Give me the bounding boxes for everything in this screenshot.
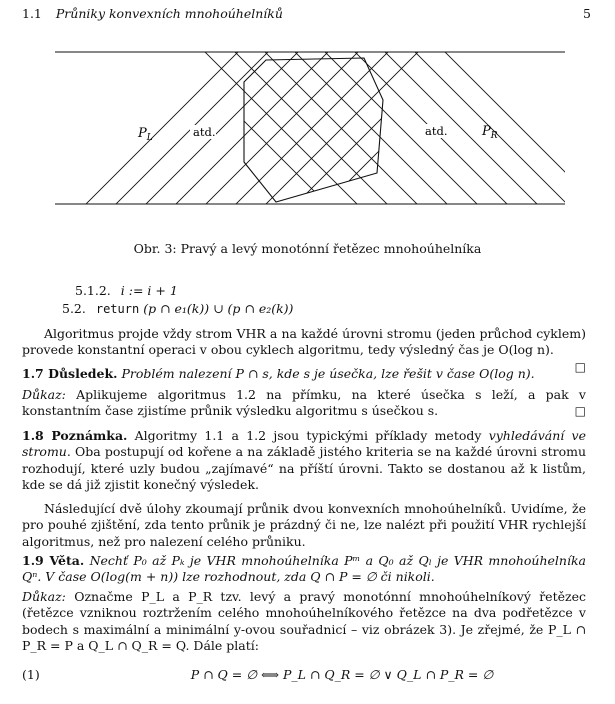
return-keyword: return: [95, 302, 140, 316]
qed-symbol: □: [574, 359, 586, 374]
right-chain-hatching: [153, 0, 615, 237]
algorithm-step-5-1-2: [75, 283, 178, 298]
theorem-statement: Nechť P₀ až Pₖ je VHR mnohoúhelníka Pᵐ a Q₀ až Qₗ je VHR mnohoúhelníka Qⁿ. V čase O(log(m + n)) lze rozhodnout, zda Q ∩ P = ∅ či nikoli.: [22, 553, 587, 585]
remark-heading: 1.8 Poznámka.: [22, 428, 128, 443]
corollary-heading: 1.7 Důsledek.: [22, 366, 118, 381]
qed-symbol: □: [574, 404, 586, 419]
paragraph-complexity: Algoritmus projde vždy strom VHR a na každé úrovni stromu (jeden průchod cyklem) provede konstantní operaci v obou cyklech algoritmu, tedy výsledný čas je O(log n). □: [22, 326, 586, 374]
equation-number: (1): [22, 667, 40, 682]
paragraph-tasks: Následující dvě úlohy zkoumají průnik dvou konvexních mnohoúhelníků. Uvidíme, že pro pouhé zjištění, zda tento průnik je prázdný či ne, lze nalézt při použití VHR rychlejší algoritmus, než pro nalezení celého průniku.: [22, 501, 586, 549]
remark-1-8: 1.8 Poznámka. Algoritmy 1.1 a 1.2 jsou typickými příklady metody vyhledávání ve stromu. Oba postupují od kořene a na základě jistého kriteria se na každé úrovni stromu rozhodují, které uzly budou „zajímavé“ na příští úrovni. Takto se dostanou až k listům, kde se dá již zjistit konečný výsledek.: [22, 428, 586, 493]
corollary-statement: Problém nalezení P ∩ s, kde s je úsečka, lze řešit v čase O(log n).: [121, 366, 535, 381]
proof-label: Důkaz:: [22, 387, 66, 402]
atd-right-label: atd.: [425, 124, 448, 138]
section-title: Průniky konvexních mnohoúhelníků: [55, 6, 283, 21]
step-text: (p ∩ e₁(k)) ∪ (p ∩ e₂(k)): [143, 301, 294, 316]
figure-caption: Obr. 3: Pravý a levý monotónní řetězec mnohoúhelníka: [133, 241, 482, 256]
remark-emphasis: vyhledávání ve stromu: [22, 428, 586, 460]
step-number: 5.2.: [62, 301, 86, 316]
corollary-1-7: [22, 366, 586, 382]
label-right-chain: $P_R$: [482, 124, 498, 141]
polygon-crosshatch: [123, 0, 530, 237]
theorem-proof: [22, 589, 586, 655]
proof-label: Důkaz:: [22, 589, 66, 604]
corollary-proof: [22, 387, 586, 420]
proof-text: Označme P_L a P_R tzv. levý a pravý monotónní mnohoúhelníkový řetězec (řetězce vzniknou roztržením celého mnohoúhelníkového řetězce na dva podřetězce v bodech s maximální a minimální y-ovou souřadnicí – viz obrázek 3). Je zřejmé, že P_L ∩ P_R = P a Q_L ∩ Q_R = Q. Dále platí:: [22, 589, 586, 654]
algorithm-step-5-2: [62, 301, 293, 316]
label-left-chain: $P_L$: [138, 126, 153, 143]
page-number: 5: [583, 6, 591, 21]
figure-monotone-chains: [0, 0, 615, 240]
theorem-1-9: [22, 553, 586, 586]
step-text: i := i + 1: [120, 283, 178, 298]
atd-left-label: atd.: [193, 125, 216, 139]
section-number: 1.1: [22, 6, 42, 21]
step-number: 5.1.2.: [75, 283, 111, 298]
proof-text: Aplikujeme algoritmus 1.2 na přímku, na které úsečka s leží, a pak v konstantním čase zjistíme průnik výsledku algoritmu s úsečkou s.: [22, 387, 586, 419]
theorem-heading: 1.9 Věta.: [22, 553, 85, 568]
equation-body: P ∩ Q = ∅ ⟺ P_L ∩ Q_R = ∅ ∨ Q_L ∩ P_R = ∅: [190, 667, 494, 682]
left-chain-hatching: [53, 0, 470, 237]
